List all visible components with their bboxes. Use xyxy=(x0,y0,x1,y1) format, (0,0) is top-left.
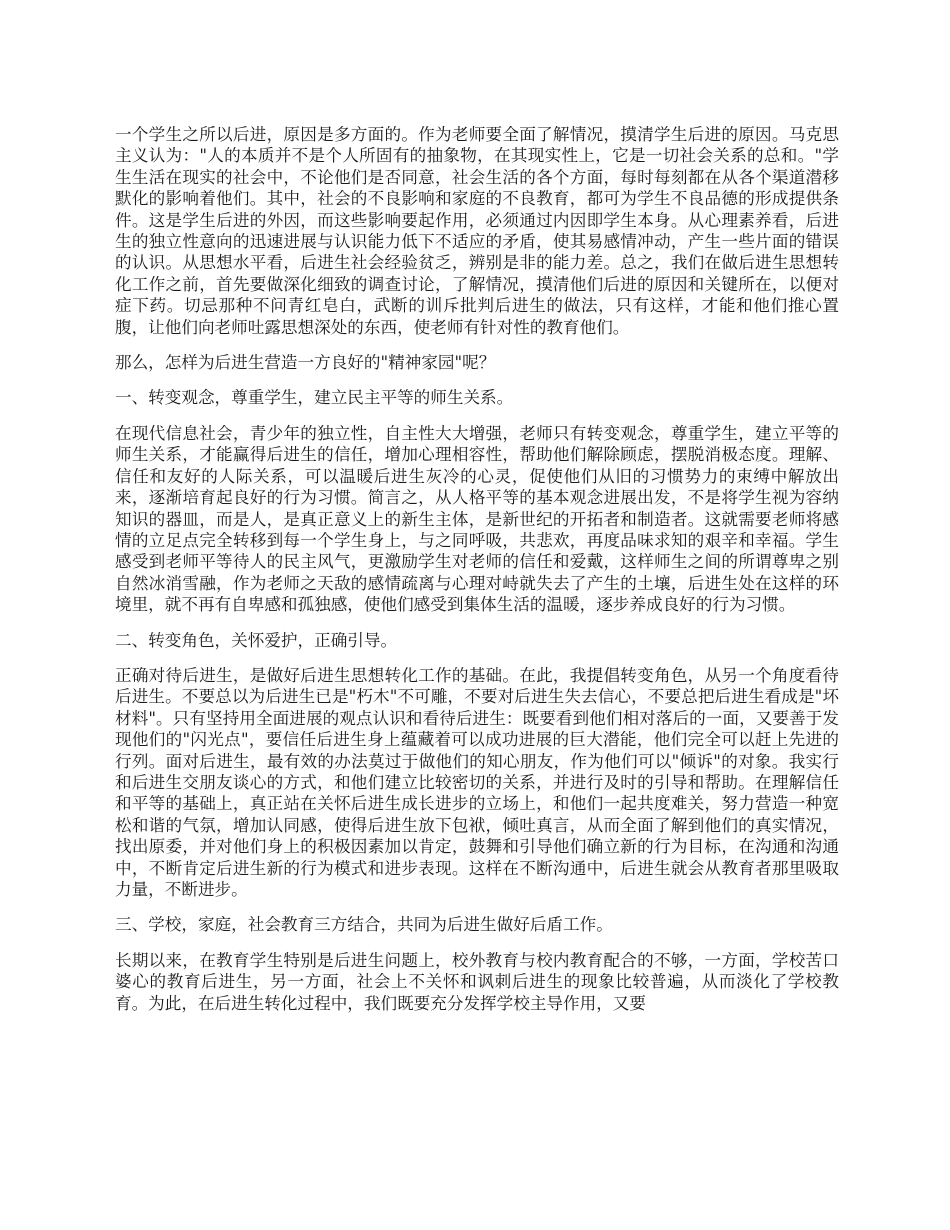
paragraph-section-1: 在现代信息社会，青少年的独立性，自主性大大增强，老师只有转变观念，尊重学生，建立平等的师生关系，才能赢得后进生的信任，增加心理相容性，帮助他们解除顾虑，摆脱消极态度。理解、信任和友好的人际关系，可以温暖后进生灰冷的心灵，促使他们从旧的习惯势力的束缚中解放出来，逐渐培育起良好的行为习惯。简言之，从人格平等的基本观念进展出发，不是将学生视为容纳知识的器皿，而是人，是真正意义上的新生主体，是新世纪的开拓者和制造者。这就需要老师将感情的立足点完全转移到每一个学生身上，与之同呼吸，共悲欢，再度品味求知的艰辛和幸福。学生感受到老师平等待人的民主风气，更激励学生对老师的信任和爱戴，这样师生之间的所谓尊卑之别自然冰消雪融，作为老师之天敌的感情疏离与心理对峙就失去了产生的土壤，后进生处在这样的环境里，就不再有自卑感和孤独感，使他们感受到集体生活的温暖，逐步养成良好的行为习惯。 xyxy=(115,423,839,615)
section-heading-1: 一、转变观念，尊重学生，建立民主平等的师生关系。 xyxy=(115,388,514,408)
paragraph-question: 那么，怎样为后进生营造一方良好的"精神家园"呢？ xyxy=(115,353,496,373)
paragraph-section-3: 长期以来，在教育学生特别是后进生问题上，校外教育与校内教育配合的不够，一方面，学校苦口婆心的教育后进生，另一方面，社会上不关怀和讽刺后进生的现象比较普遍，从而淡化了学校教育。为此，在后进生转化过程中，我们既要充分发挥学校主导作用，又要 xyxy=(115,950,839,1013)
section-heading-2: 二、转变角色，关怀爱护，正确引导。 xyxy=(115,630,398,650)
section-heading-3: 三、学校，家庭，社会教育三方结合，共同为后进生做好后盾工作。 xyxy=(115,915,613,935)
paragraph-causes: 一个学生之所以后进，原因是多方面的。作为老师要全面了解情况，摸清学生后进的原因。马克思主义认为："人的本质并不是个人所固有的抽象物，在其现实性上，它是一切社会关系的总和。"学生生活在现实的社会中，不论他们是否同意，社会生活的各个方面，每时每刻都在从各个渠道潜移默化的影响着他们。其中，社会的不良影响和家庭的不良教育，都可为学生不良品德的形成提供条件。这是学生后进的外因，而这些影响要起作用，必须通过内因即学生本身。从心理素养看，后进生的独立性意向的迅速进展与认识能力低下不适应的矛盾，使其易感情冲动，产生一些片面的错误的认识。从思想水平看，后进生社会经验贫乏，辨别是非的能力差。总之，我们在做后进生思想转化工作之前，首先要做深化细致的调查讨论，了解情况，摸清他们后进的原因和关键所在，以便对症下药。切忌那种不问青红皂白，武断的训斥批判后进生的做法，只有这样，才能和他们推心置腹，让他们向老师吐露思想深处的东西，使老师有针对性的教育他们。 xyxy=(115,125,839,337)
paragraph-section-2: 正确对待后进生，是做好后进生思想转化工作的基础。在此，我提倡转变角色，从另一个角度看待后进生。不要总以为后进生已是"朽木"不可雕，不要对后进生失去信心，不要总把后进生看成是"坏材料"。只有坚持用全面进展的观点认识和看待后进生：既要看到他们相对落后的一面，又要善于发现他们的"闪光点"，要信任后进生身上蕴藏着可以成功进展的巨大潜能，他们完全可以赶上先进的行列。面对后进生，最有效的办法莫过于做他们的知心朋友，作为他们可以"倾诉"的对象。我实行和后进生交朋友谈心的方式，和他们建立比较密切的关系，并进行及时的引导和帮助。在理解信任和平等的基础上，真正站在关怀后进生成长进步的立场上，和他们一起共度难关，努力营造一种宽松和谐的气氛，增加认同感，使得后进生放下包袱，倾吐真言，从而全面了解到他们的真实情况，找出原委，并对他们身上的积极因素加以肯定，鼓舞和引导他们确立新的行为目标，在沟通和沟通中，不断肯定后进生新的行为模式和进步表现。这样在不断沟通中，后进生就会从教育者那里吸取力量，不断进步。 xyxy=(115,665,839,899)
document-page xyxy=(115,124,839,1028)
